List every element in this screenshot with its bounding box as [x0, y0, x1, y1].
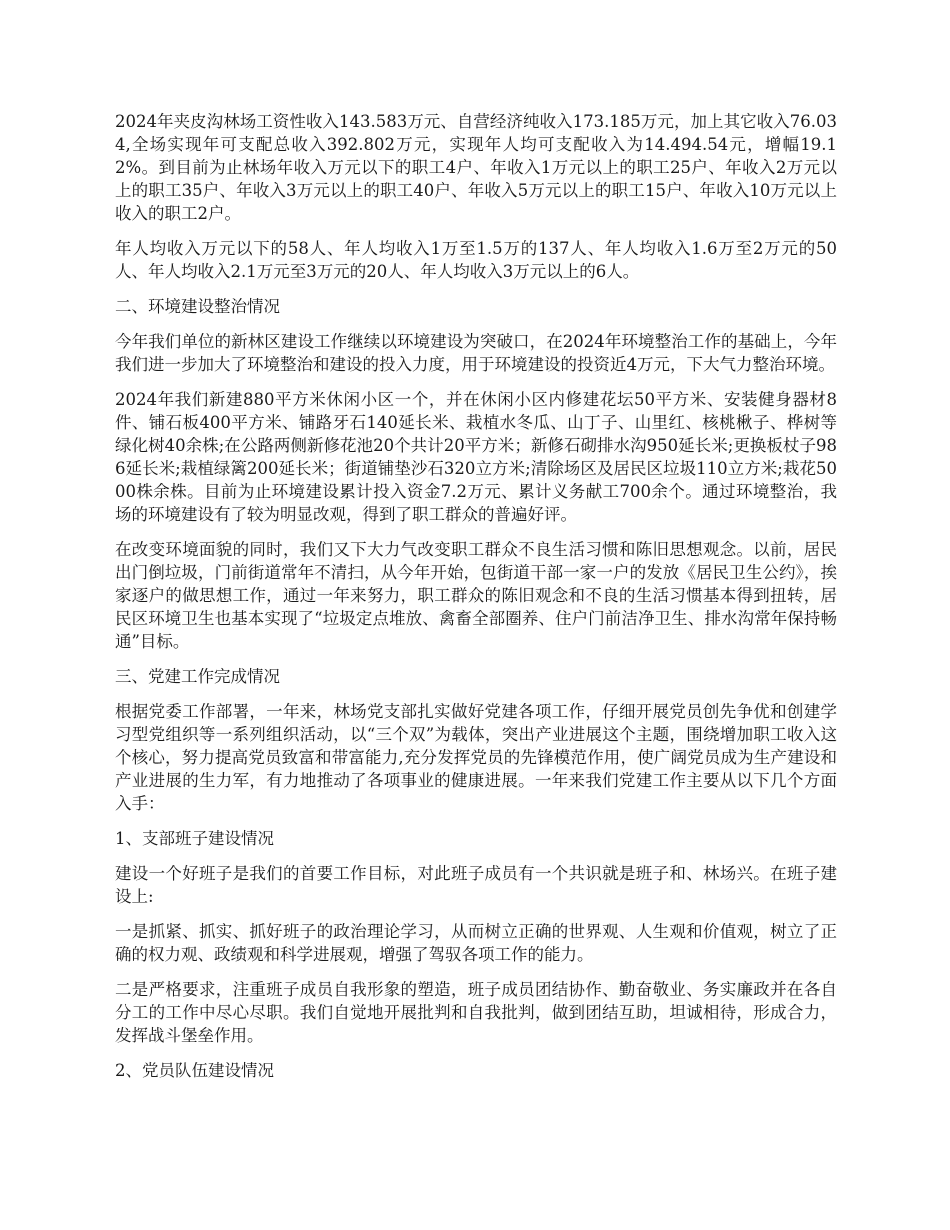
subheading-branch-team: 1、支部班子建设情况 [115, 829, 274, 848]
section-heading-party-building: 三、党建工作完成情况 [115, 667, 280, 686]
paragraph-environment-projects: 2024年我们新建880平方米休闲小区一个，并在休闲小区内修建花坛50平方米、安装健身器材8件、铺石板400平方米、铺路牙石140延长米、栽植水冬瓜、山丁子、山里红、核桃楸子、桦树等绿化树40余株;在公路两侧新修花池20个共计20平方米；新修石砌排水沟950延长米;更换板杖子986延长米;栽植绿篱200延长米；街道铺垫沙石320立方米;清除场区及居民区垃圾110立方米;栽花5000株余株。目前为止环境建设累计投入资金7.2万元、累计义务献工700余个。通过环境整治，我场的环境建设有了较为明显改观，得到了职工群众的普遍好评。 [115, 390, 837, 524]
subheading-member-team: 2、党员队伍建设情况 [115, 1061, 274, 1080]
document-body [115, 110, 837, 1094]
section-heading-environment: 二、环境建设整治情况 [115, 297, 280, 316]
paragraph-party-work: 根据党委工作部署，一年来，林场党支部扎实做好党建各项工作，仔细开展党员创先争优和创建学习型党组织等一系列组织活动，以“三个双”为载体，突出产业进展这个主题，围绕增加职工收入这个核心，努力提高党员致富和带富能力,充分发挥党员的先锋模范作用，使广阔党员成为生产建设和产业进展的生力军，有力地推动了各项事业的健康进展。一年来我们党建工作主要从以下几个方面入手： [115, 702, 837, 813]
paragraph-team-point-two: 二是严格要求，注重班子成员自我形象的塑造，班子成员团结协作、勤奋敬业、务实廉政并在各自分工的工作中尽心尽职。我们自觉地开展批判和自我批判，做到团结互助，坦诚相待，形成合力，发挥战斗堡垒作用。 [115, 980, 837, 1045]
paragraph-environment-intro: 今年我们单位的新林区建设工作继续以环境建设为突破口，在2024年环境整治工作的基础上，今年我们进一步加大了环境整治和建设的投入力度，用于环境建设的投资近4万元，下大气力整治环境。 [115, 332, 837, 374]
paragraph-per-capita-income: 年人均收入万元以下的58人、年人均收入1万至1.5万的137人、年人均收入1.6万至2万元的50人、年人均收入2.1万元至3万元的20人、年人均收入3万元以上的6人。 [115, 239, 837, 281]
paragraph-income-summary: 2024年夹皮沟林场工资性收入143.583万元、自营经济纯收入173.185万元，加上其它收入76.034,全场实现年可支配总收入392.802万元，实现年人均可支配收入为14.494.54元，增幅19.12%。到目前为止林场年收入万元以下的职工4户、年收入1万元以上的职工25户、年收入2万元以上的职工35户、年收入3万元以上的职工40户、年收入5万元以上的职工15户、年收入10万元以上收入的职工2户。 [115, 112, 837, 223]
paragraph-team-goal: 建设一个好班子是我们的首要工作目标，对此班子成员有一个共识就是班子和、林场兴。在班子建设上: [115, 864, 837, 906]
paragraph-team-point-one: 一是抓紧、抓实、抓好班子的政治理论学习，从而树立正确的世界观、人生观和价值观，树立了正确的权力观、政绩观和科学进展观，增强了驾驭各项工作的能力。 [115, 922, 837, 964]
paragraph-living-habits: 在改变环境面貌的同时，我们又下大力气改变职工群众不良生活习惯和陈旧思想观念。以前，居民出门倒垃圾，门前街道常年不清扫，从今年开始，包街道干部一家一户的发放《居民卫生公约》，挨家逐户的做思想工作，通过一年来努力，职工群众的陈旧观念和不良的生活习惯基本得到扭转，居民区环境卫生也基本实现了“垃圾定点堆放、禽畜全部圈养、住户门前洁净卫生、排水沟常年保持畅通”目标。 [115, 540, 837, 651]
